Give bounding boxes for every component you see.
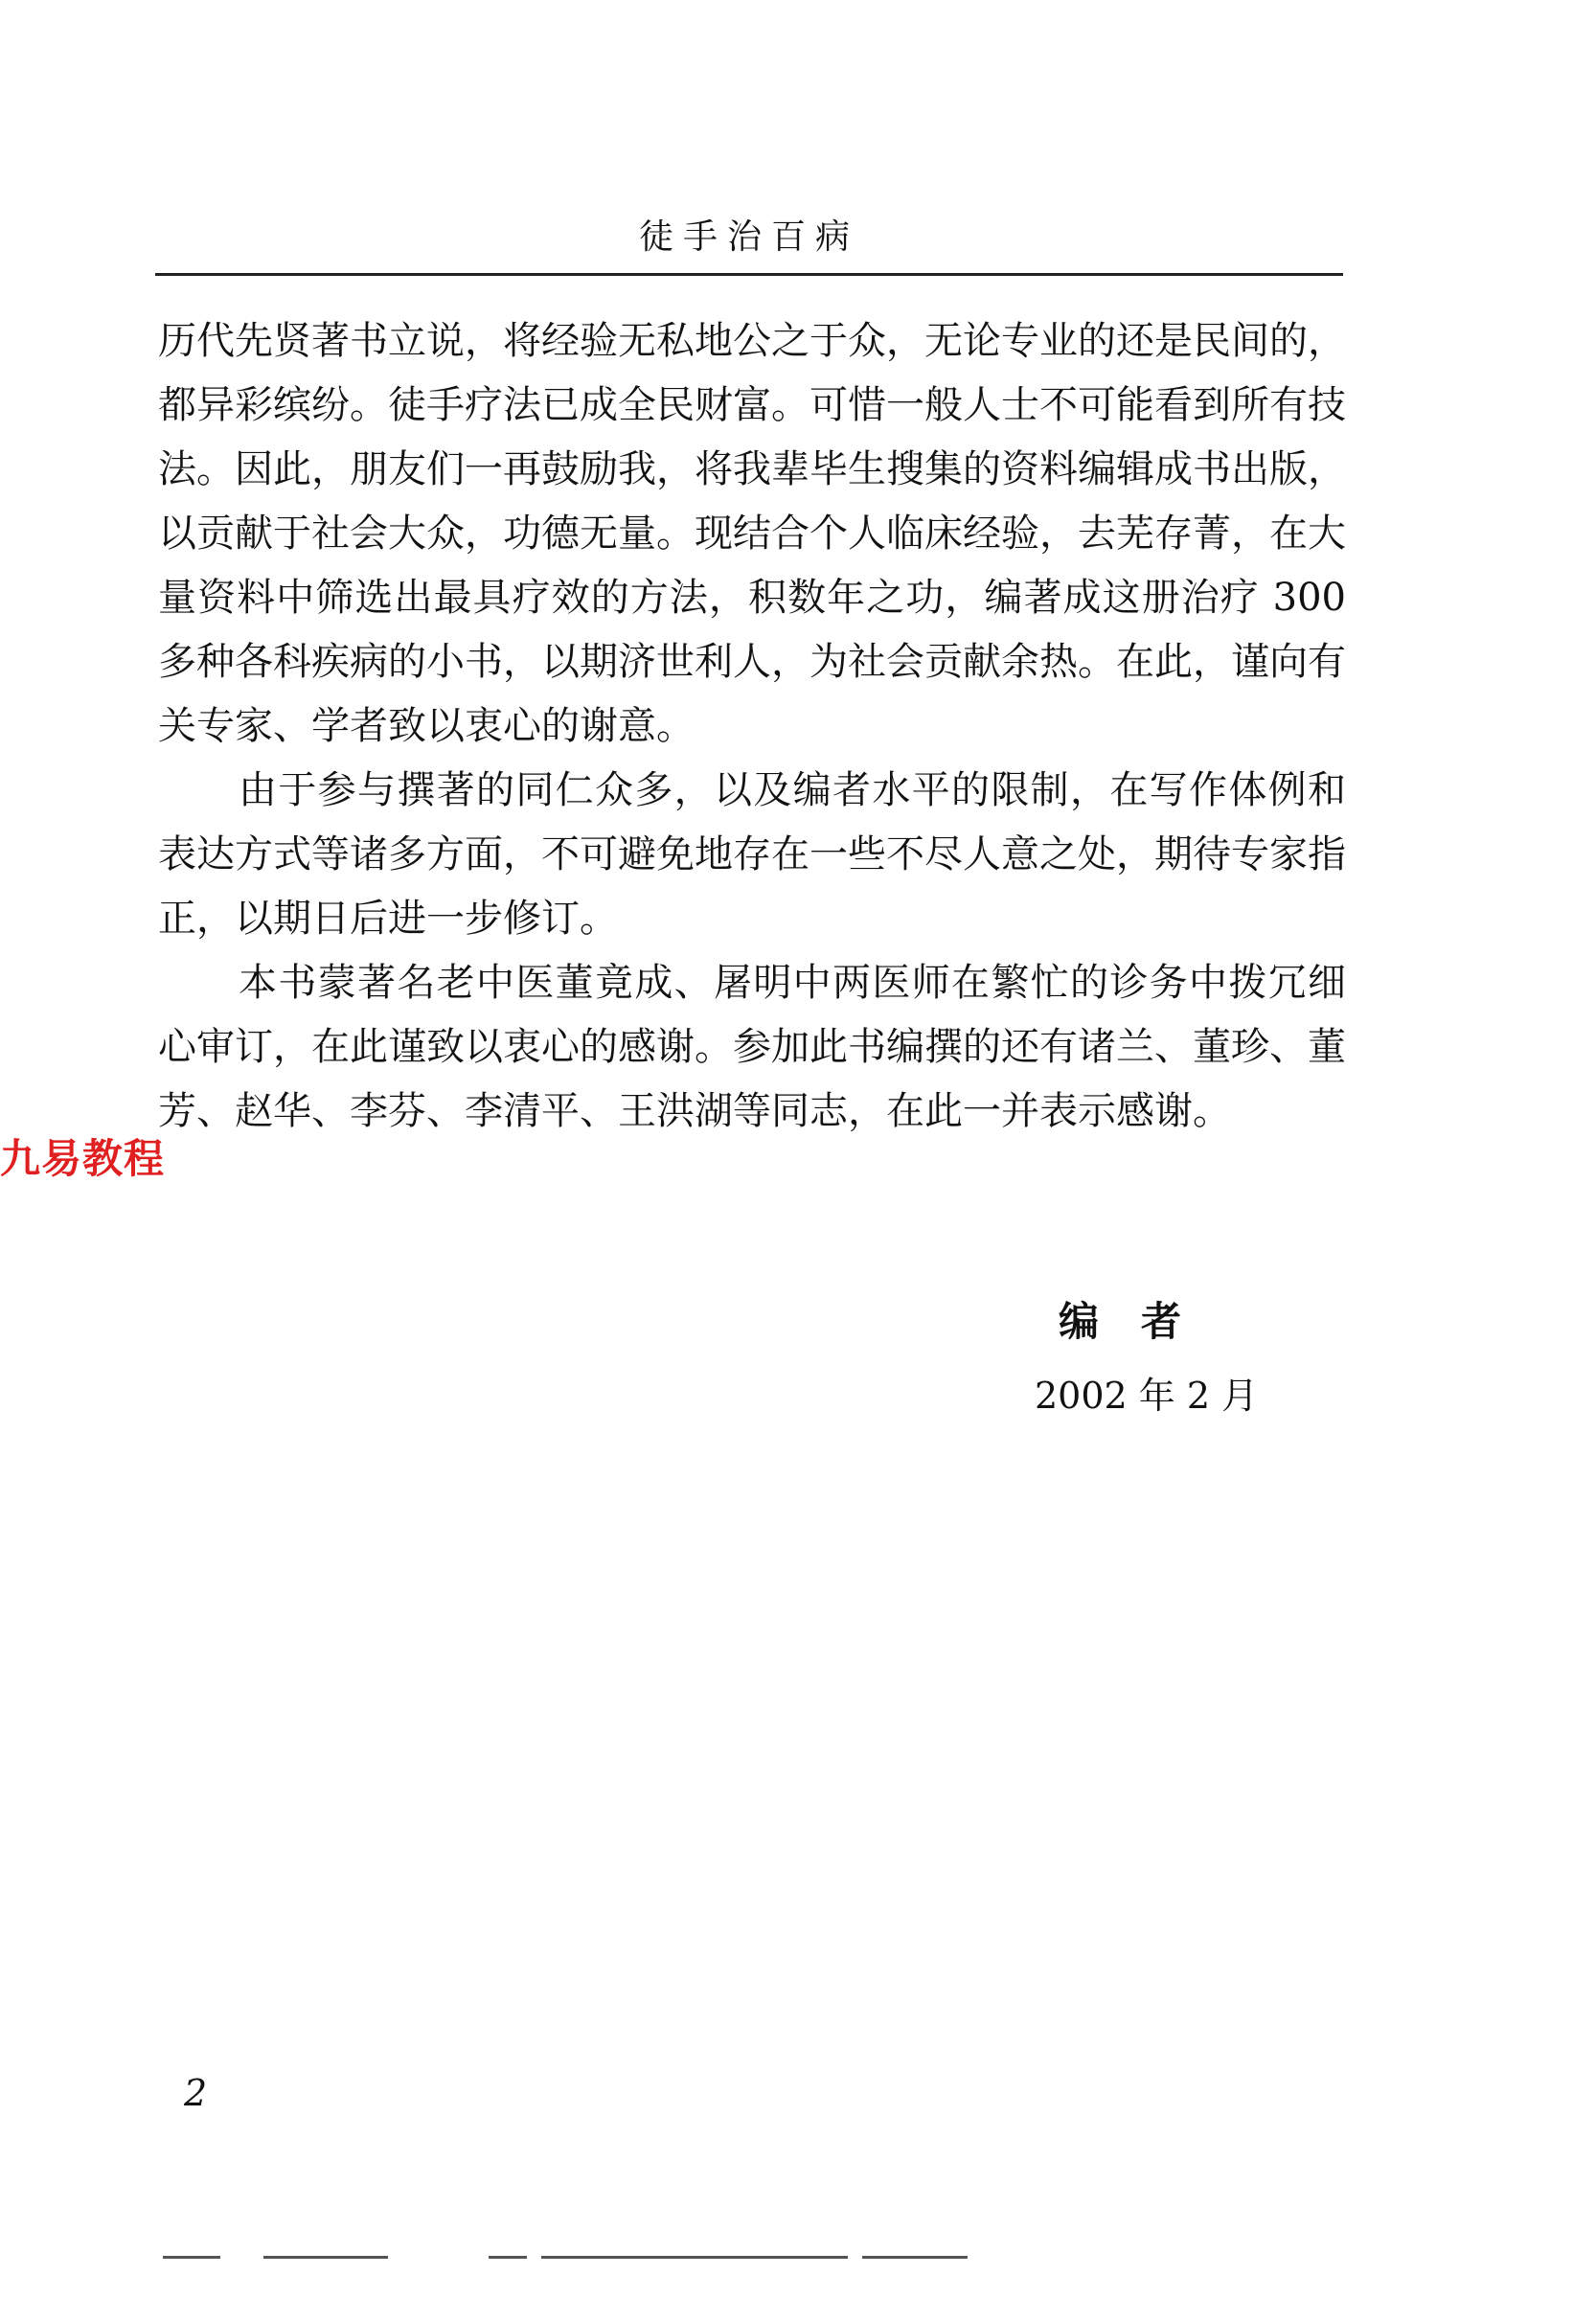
signature-date: 2002 年 2 月 xyxy=(1035,1375,1259,1417)
paragraph-continued: 历代先贤著书立说，将经验无私地公之于众，无论专业的还是民间的，都异彩缤纷。徒手疗法已成全民财富。可惜一般人士不可能看到所有技法。因此，朋友们一再鼓励我，将我辈毕生搜集的资料编辑成书出版，以贡献于社会大众，功德无量。现结合个人临床经验，去芜存菁，在大量资料中筛选出最具疗效的方法，积数年之功，编著成这册治疗 300 多种各科疾病的小书，以期济世利人，为社会贡献余热。在此，谨向有关专家、学者致以衷心的谢意。 xyxy=(158,319,1346,748)
body-text xyxy=(158,309,1346,1144)
paragraph: 本书蒙著名老中医董竟成、屠明中两医师在繁忙的诊务中拨冗细心审订，在此谨致以衷心的感谢。参加此书编撰的还有诸兰、董珍、董芳、赵华、李芬、李清平、王洪湖等同志，在此一并表示感谢。 xyxy=(158,961,1346,1133)
paragraph: 由于参与撰著的同仁众多，以及编者水平的限制，在写作体例和表达方式等诸多方面，不可避免地存在一些不尽人意之处，期待专家指正，以期日后进一步修订。 xyxy=(158,768,1346,941)
author-signature: 编者 xyxy=(1059,1298,1224,1345)
header-rule xyxy=(155,273,1343,276)
running-header-title: 徒手治百病 xyxy=(638,217,859,257)
page-number: 2 xyxy=(184,2072,208,2114)
scan-noise-decoration xyxy=(163,2253,968,2263)
watermark-text: 九易教程 xyxy=(0,1135,166,1182)
